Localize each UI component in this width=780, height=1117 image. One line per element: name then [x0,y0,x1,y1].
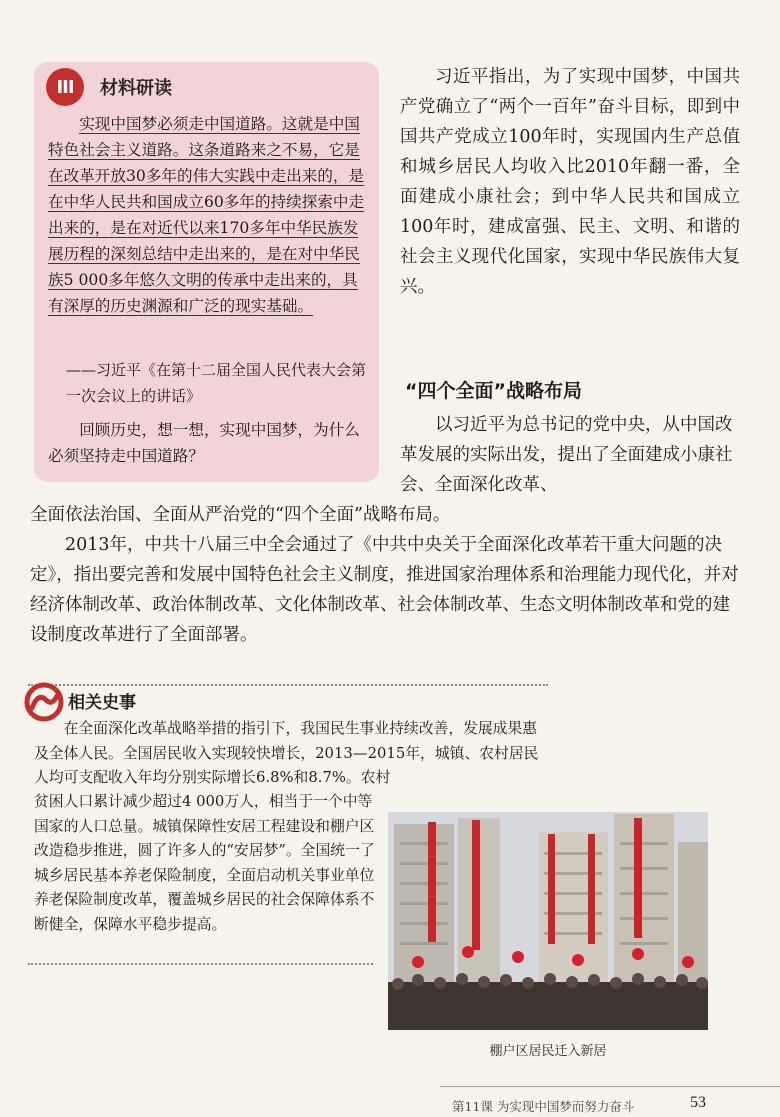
history-bottom-divider [28,963,373,965]
resettlement-photo [388,812,708,1030]
related-history-text-full: 在全面深化改革战略举措的指引下，我国民生事业持续改善，发展成果惠及全体人民。全国居民收入实现较快增长，2013—2015年，城镇、农村居民人均可支配收入年均分别实际增长6.8%和8.7%。农村 [34,720,539,786]
history-top-divider [28,684,548,686]
photo-caption: 棚户区居民迁入新居 [489,1044,607,1059]
four-comprehensives-paragraph-end: 全面依法治国、全面从严治党的“四个全面”战略布局。 [30,505,451,525]
material-reading-text [48,111,368,319]
two-centenary-goals-paragraph: 习近平指出，为了实现中国梦，中国共产党确立了“两个一百年”奋斗目标，即到中国共产党成立100年时，实现国内生产总值和城乡居民人均收入比2010年翻一番，全面建成小康社会；到中华人民共和国成立100年时，建成富强、民主、文明、和谐的社会主义现代化国家，实现中华民族伟大复兴。 [400,67,740,297]
related-history-icon [24,682,64,722]
material-citation: ——习近平《在第十二届全国人民代表大会第一次会议上的讲话》 [66,361,367,405]
material-reading-title: 材料研读 [100,78,172,99]
photo-illustration [388,812,708,1030]
material-reading-icon: III [46,68,84,106]
third-plenum-paragraph: 2013年，中共十八届三中全会通过了《中共中央关于全面深化改革若干重大问题的决定》，指出要完善和发展中国特色社会主义制度，推进国家治理体系和治理能力现代化，并对经济体制改革、政治体制改革、文化体制改革、社会体制改革、生态文明体制改革和党的建设制度改革进行了全面部署。 [30,535,739,645]
footer-lesson-title: 第11课 为实现中国梦而努力奋斗 [452,1099,635,1114]
four-comprehensives-paragraph-start: 以习近平为总书记的党中央，从中国改革发展的实际出发，提出了全面建成小康社会、全面深化改革、 [400,415,733,495]
footer-divider [440,1086,780,1087]
related-history-text-narrow: 贫困人口累计减少超过4 000万人，相当于一个中等国家的人口总量。城镇保障性安居工程建设和棚户区改造稳步推进，圆了许多人的“安居梦”。全国统一了城乡居民基本养老保险制度，全面启动机关事业单位养老保险制度改革，覆盖城乡居民的社会保障体系不断健全，保障水平稳步提高。 [34,793,375,933]
section-heading-four-comprehensives: “四个全面”战略布局 [405,380,582,402]
page-number: 53 [690,1094,706,1111]
material-question: 回顾历史，想一想，实现中国梦，为什么必须坚持走中国道路？ [48,421,360,465]
related-history-title: 相关史事 [68,693,136,713]
full-width-text [30,500,745,650]
material-underlined-text: 实现中国梦必须走中国道路。这就是中国特色社会主义道路。这条道路来之不易，它是在改革开放30多年的伟大实践中走出来的，是在中华人民共和国成立60多年的持续探索中走出来的，是在对近代以来170多年中华民族发展历程的深刻总结中走出来的，是在对中华民族5 000多年悠久文明的传承中走出来的，具有深厚的历史渊源和广泛的现实基础。 [48,115,365,315]
